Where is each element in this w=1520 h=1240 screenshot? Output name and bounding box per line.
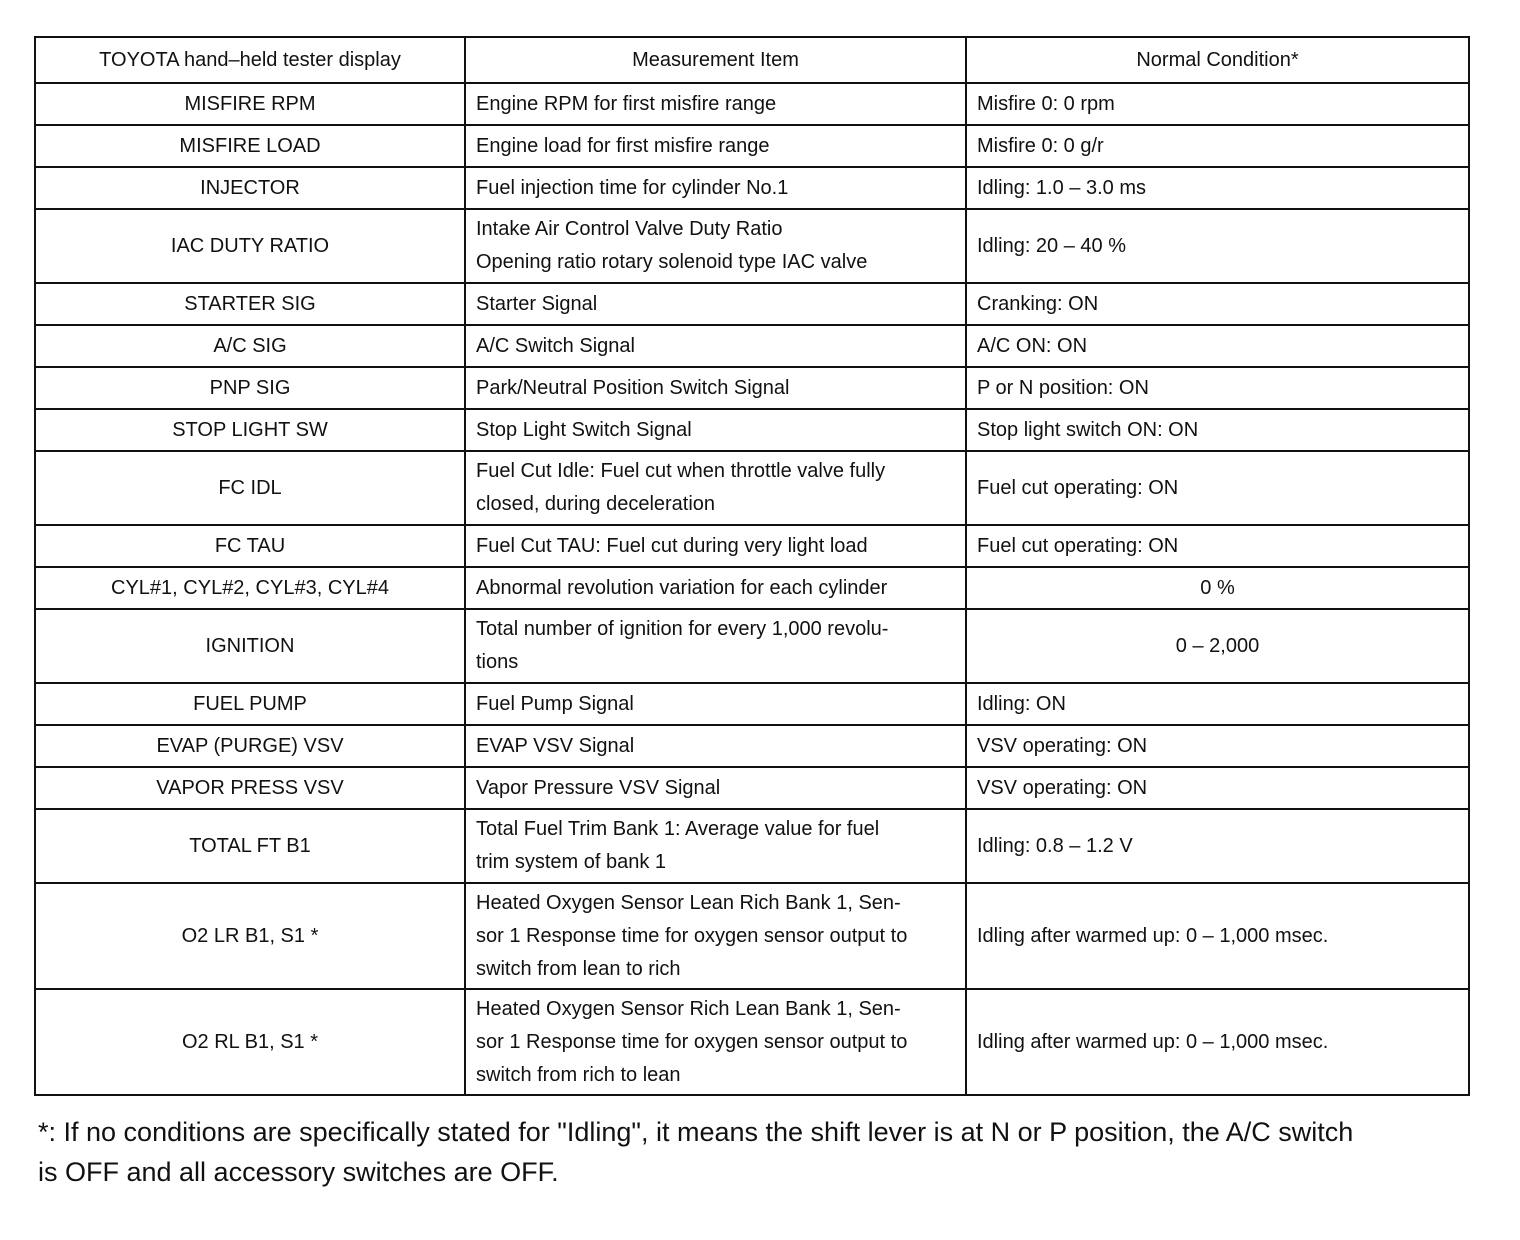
- measurement-item-line: Engine RPM for first misfire range: [476, 92, 777, 115]
- measurement-item-cell: [465, 325, 966, 367]
- data-list-table: [34, 36, 1470, 1096]
- footnote-line: is OFF and all accessory switches are OFF.: [38, 1157, 559, 1187]
- table-row: [35, 567, 1469, 609]
- tester-display-cell: PNP SIG: [35, 367, 465, 409]
- tester-display-cell: TOTAL FT B1: [35, 809, 465, 883]
- measurement-item-cell: [465, 451, 966, 525]
- measurement-item-line: tions: [476, 651, 519, 673]
- measurement-item-cell: [465, 283, 966, 325]
- table-row: [35, 283, 1469, 325]
- measurement-item-cell: [465, 167, 966, 209]
- normal-condition-cell: Misfire 0: 0 g/r: [966, 125, 1469, 167]
- measurement-item-line: Opening ratio rotary solenoid type IAC valve: [476, 251, 868, 273]
- measurement-item-line: Vapor Pressure VSV Signal: [476, 776, 721, 799]
- tester-display-cell: FC IDL: [35, 451, 465, 525]
- header-measurement-item: Measurement Item: [465, 37, 966, 83]
- measurement-item-line: Engine load for first misfire range: [476, 134, 770, 157]
- normal-condition-cell: Idling: 1.0 – 3.0 ms: [966, 167, 1469, 209]
- tester-display-cell: A/C SIG: [35, 325, 465, 367]
- table-row: [35, 683, 1469, 725]
- measurement-item-line: EVAP VSV Signal: [476, 734, 635, 757]
- normal-condition-cell: Cranking: ON: [966, 283, 1469, 325]
- normal-condition-cell: VSV operating: ON: [966, 725, 1469, 767]
- table-row: [35, 409, 1469, 451]
- tester-display-cell: INJECTOR: [35, 167, 465, 209]
- tester-display-cell: FC TAU: [35, 525, 465, 567]
- normal-condition-cell: Idling after warmed up: 0 – 1,000 msec.: [966, 883, 1469, 989]
- measurement-item-cell: [465, 567, 966, 609]
- measurement-item-line: Park/Neutral Position Switch Signal: [476, 376, 790, 399]
- normal-condition-cell: 0 – 2,000: [966, 609, 1469, 683]
- normal-condition-cell: P or N position: ON: [966, 367, 1469, 409]
- table-header-row: [35, 37, 1469, 83]
- tester-display-cell: STARTER SIG: [35, 283, 465, 325]
- table-row: [35, 767, 1469, 809]
- table-row: [35, 209, 1469, 283]
- measurement-item-line: sor 1 Response time for oxygen sensor output to: [476, 1030, 908, 1053]
- measurement-item-cell: [465, 367, 966, 409]
- measurement-item-line: Heated Oxygen Sensor Rich Lean Bank 1, Sen-: [476, 997, 901, 1020]
- table-row: [35, 809, 1469, 883]
- measurement-item-line: closed, during deceleration: [476, 493, 716, 515]
- table-row: [35, 367, 1469, 409]
- normal-condition-cell: Fuel cut operating: ON: [966, 525, 1469, 567]
- tester-display-cell: EVAP (PURGE) VSV: [35, 725, 465, 767]
- normal-condition-cell: Misfire 0: 0 rpm: [966, 83, 1469, 125]
- table-row: [35, 125, 1469, 167]
- measurement-item-line: Fuel Pump Signal: [476, 692, 634, 715]
- measurement-item-line: switch from lean to rich: [476, 957, 681, 980]
- measurement-item-cell: [465, 767, 966, 809]
- normal-condition-cell: Fuel cut operating: ON: [966, 451, 1469, 525]
- measurement-item-line: Fuel injection time for cylinder No.1: [476, 176, 789, 199]
- measurement-item-cell: [465, 609, 966, 683]
- measurement-item-cell: [465, 683, 966, 725]
- measurement-item-line: switch from rich to lean: [476, 1063, 681, 1086]
- normal-condition-cell: VSV operating: ON: [966, 767, 1469, 809]
- measurement-item-cell: [465, 83, 966, 125]
- measurement-item-cell: [465, 125, 966, 167]
- measurement-item-cell: [465, 209, 966, 283]
- footnote: [38, 1112, 1478, 1192]
- measurement-item-line: Total Fuel Trim Bank 1: Average value for fuel: [476, 818, 880, 840]
- measurement-item-line: Fuel Cut TAU: Fuel cut during very light load: [476, 534, 868, 557]
- tester-display-cell: MISFIRE RPM: [35, 83, 465, 125]
- normal-condition-cell: Idling: 20 – 40 %: [966, 209, 1469, 283]
- normal-condition-cell: Stop light switch ON: ON: [966, 409, 1469, 451]
- tester-display-cell: IGNITION: [35, 609, 465, 683]
- table-row: [35, 525, 1469, 567]
- measurement-item-cell: [465, 409, 966, 451]
- table-row: [35, 167, 1469, 209]
- table-row: [35, 989, 1469, 1095]
- measurement-item-line: Abnormal revolution variation for each cylinder: [476, 576, 888, 599]
- measurement-item-cell: [465, 525, 966, 567]
- tester-display-cell: O2 LR B1, S1 *: [35, 883, 465, 989]
- header-tester-display: TOYOTA hand–held tester display: [35, 37, 465, 83]
- tester-display-cell: CYL#1, CYL#2, CYL#3, CYL#4: [35, 567, 465, 609]
- measurement-item-cell: [465, 989, 966, 1095]
- tester-display-cell: FUEL PUMP: [35, 683, 465, 725]
- normal-condition-cell: Idling: ON: [966, 683, 1469, 725]
- table-row: [35, 725, 1469, 767]
- measurement-item-line: Stop Light Switch Signal: [476, 418, 692, 441]
- measurement-item-line: Fuel Cut Idle: Fuel cut when throttle valve fully: [476, 460, 886, 482]
- normal-condition-cell: 0 %: [966, 567, 1469, 609]
- measurement-item-line: Starter Signal: [476, 292, 598, 315]
- table-row: [35, 609, 1469, 683]
- measurement-item-line: Intake Air Control Valve Duty Ratio: [476, 218, 783, 240]
- measurement-item-cell: [465, 883, 966, 989]
- measurement-item-cell: [465, 809, 966, 883]
- normal-condition-cell: Idling after warmed up: 0 – 1,000 msec.: [966, 989, 1469, 1095]
- normal-condition-cell: Idling: 0.8 – 1.2 V: [966, 809, 1469, 883]
- measurement-item-line: Total number of ignition for every 1,000 revolu-: [476, 618, 889, 640]
- table-row: [35, 83, 1469, 125]
- header-normal-condition: Normal Condition*: [966, 37, 1469, 83]
- measurement-item-line: sor 1 Response time for oxygen sensor output to: [476, 924, 908, 947]
- tester-display-cell: IAC DUTY RATIO: [35, 209, 465, 283]
- tester-display-cell: VAPOR PRESS VSV: [35, 767, 465, 809]
- table-row: [35, 883, 1469, 989]
- tester-display-cell: MISFIRE LOAD: [35, 125, 465, 167]
- tester-display-cell: O2 RL B1, S1 *: [35, 989, 465, 1095]
- measurement-item-line: trim system of bank 1: [476, 851, 667, 873]
- table-row: [35, 451, 1469, 525]
- tester-display-cell: STOP LIGHT SW: [35, 409, 465, 451]
- measurement-item-line: Heated Oxygen Sensor Lean Rich Bank 1, Sen-: [476, 891, 901, 914]
- table-row: [35, 325, 1469, 367]
- measurement-item-cell: [465, 725, 966, 767]
- footnote-line: *: If no conditions are specifically stated for "Idling", it means the shift lever is at N or P position, the A/C switch: [38, 1117, 1354, 1147]
- normal-condition-cell: A/C ON: ON: [966, 325, 1469, 367]
- measurement-item-line: A/C Switch Signal: [476, 334, 635, 357]
